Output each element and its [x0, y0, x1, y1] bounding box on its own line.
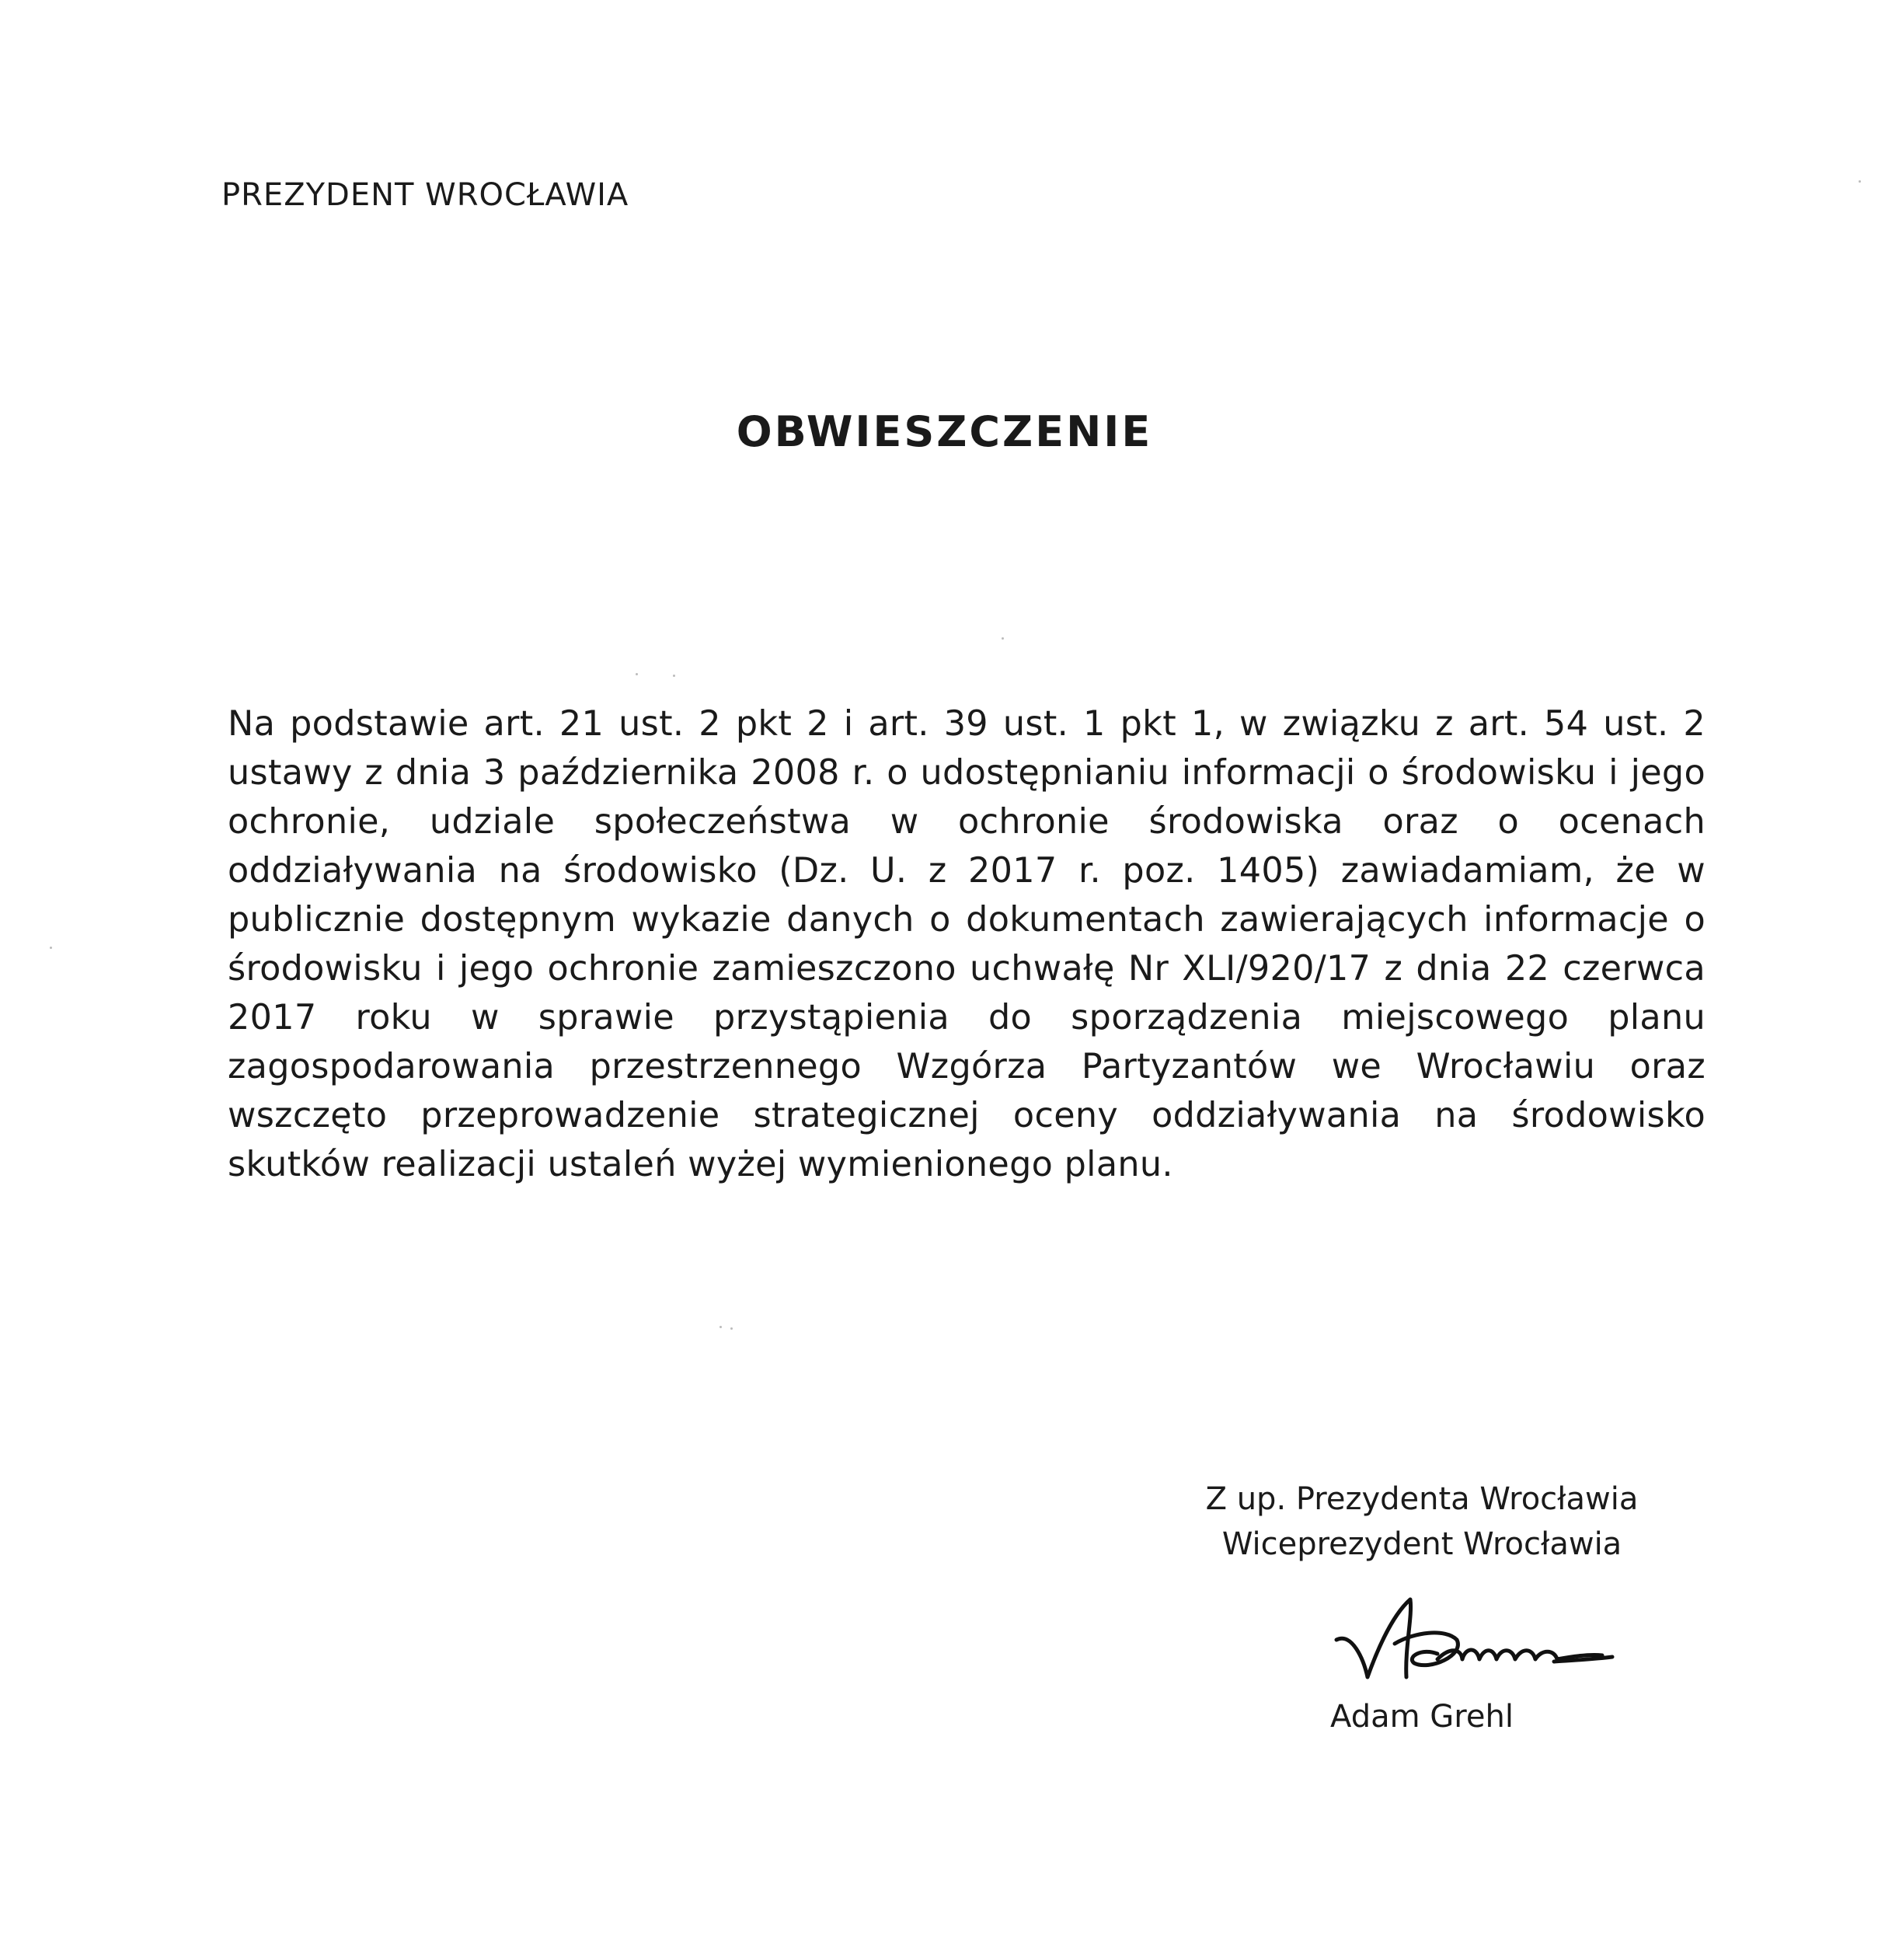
signer-position: Wiceprezydent Wrocławia [1221, 1526, 1622, 1562]
document-title: OBWIESZCZENIE [736, 407, 1153, 456]
scan-speck [730, 1327, 733, 1330]
issuer-header: PREZYDENT WROCŁAWIA [221, 177, 629, 213]
scan-speck [1002, 637, 1004, 640]
authorization-line: Z up. Prezydenta Wrocławia [1205, 1481, 1639, 1517]
handwritten-signature [1321, 1585, 1647, 1702]
authorization-block [1142, 1477, 1702, 1567]
scan-speck [636, 673, 638, 675]
signer-name: Adam Grehl [1330, 1699, 1514, 1735]
scan-speck [719, 1326, 722, 1328]
scan-speck [673, 675, 675, 677]
scan-speck [50, 947, 52, 949]
document-body: Na podstawie art. 21 ust. 2 pkt 2 i art. 39 ust. 1 pkt 1, w związku z art. 54 ust. 2 ustawy z dnia 3 października 2008 r. o udostępnianiu informacji o środowisku i jego ochronie, udziale społeczeństwa w ochronie środowiska oraz o ocenach oddziaływania na środowisko (Dz. U. z 2017 r. poz. 1405) zawiadamiam, że w publicznie dostępnym wykazie danych o dokumentach zawierających informacje o środowisku i jego ochronie zamieszczono uchwałę Nr XLI/920/17 z dnia 22 czerwca 2017 roku w sprawie przystąpienia do sporządzenia miejscowego planu zagospodarowania przestrzennego Wzgórza Partyzantów we Wrocławiu oraz wszczęto przeprowadzenie strategicznej oceny oddziaływania na środowisko skutków realizacji ustaleń wyżej wymienionego planu. [228, 704, 1706, 1184]
scan-speck [1859, 180, 1861, 183]
